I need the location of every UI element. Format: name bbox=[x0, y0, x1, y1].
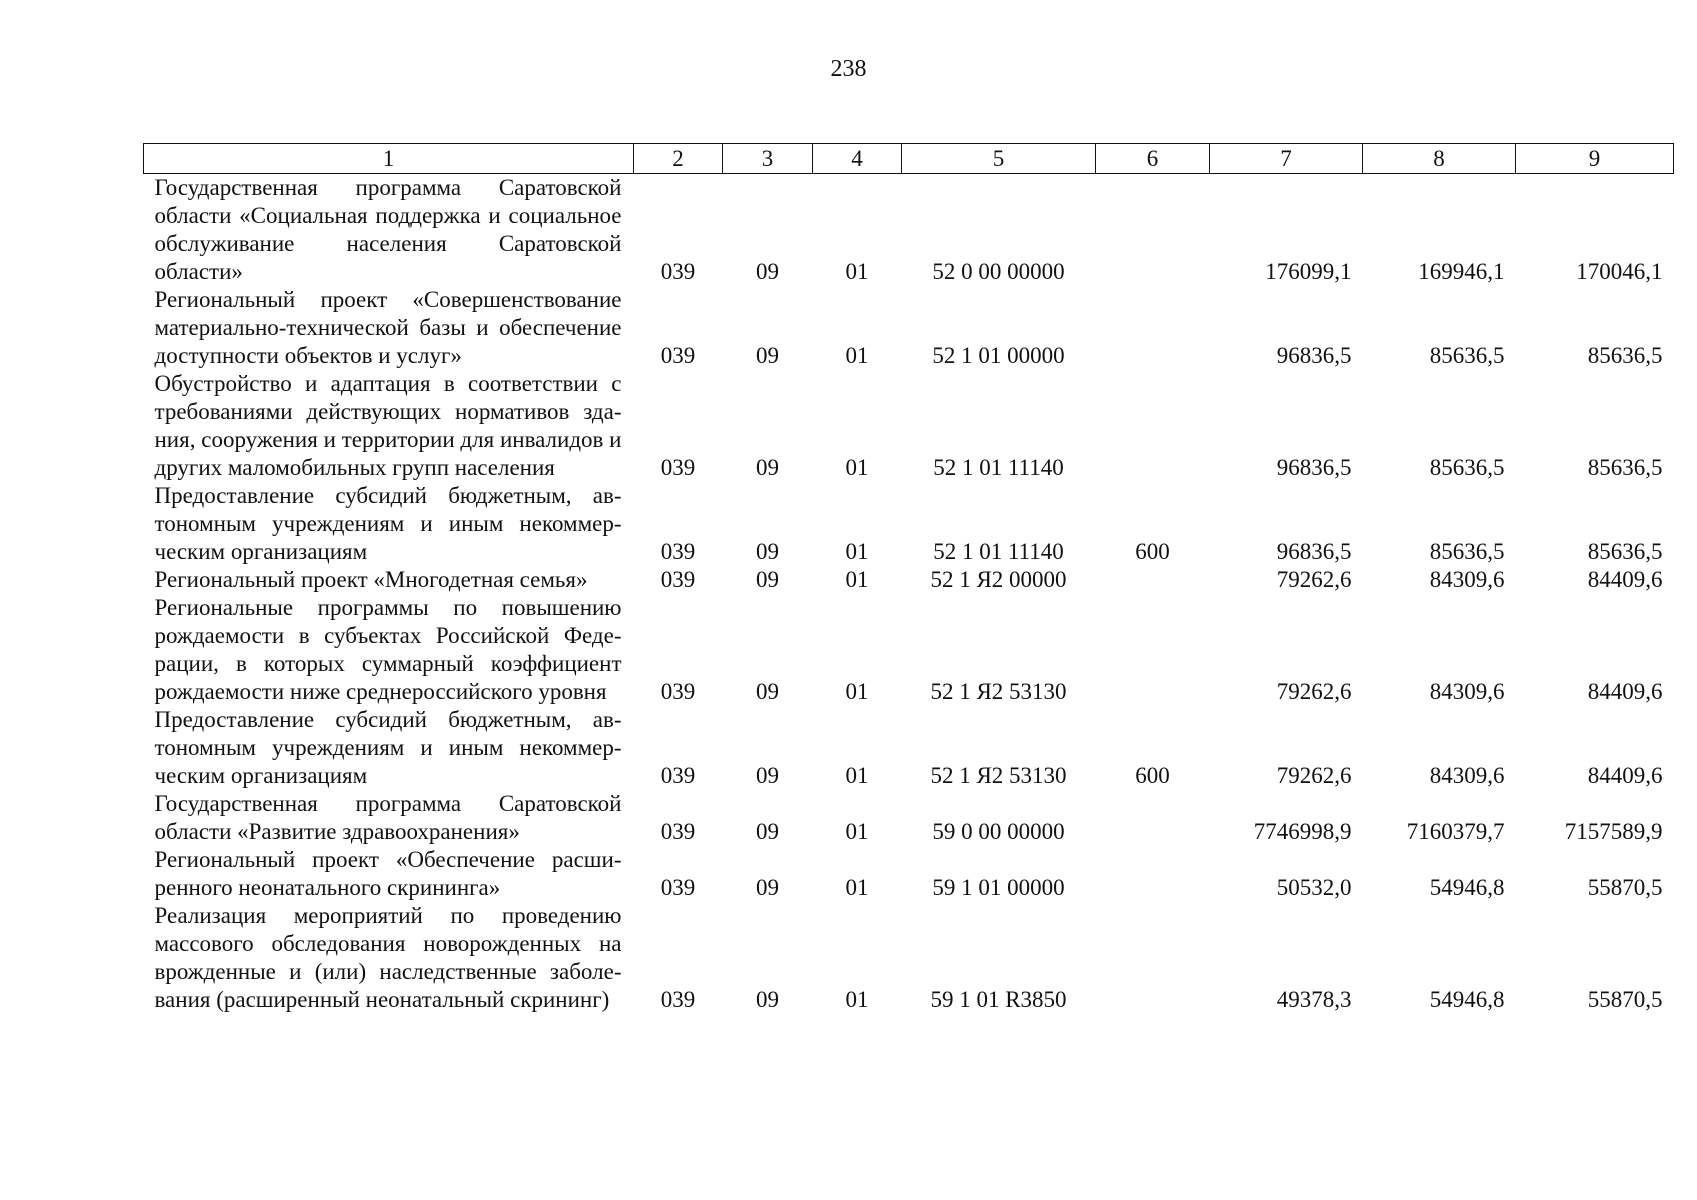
target-article-code: 52 1 01 11140 bbox=[933, 455, 1064, 480]
section-code: 09 bbox=[756, 679, 779, 704]
amount-col-9: 55870,5 bbox=[1587, 987, 1663, 1012]
section-code: 09 bbox=[756, 819, 779, 844]
amount-col-9: 85636,5 bbox=[1587, 539, 1663, 564]
subsection-code: 01 bbox=[845, 679, 869, 704]
amount-col-8: 7160379,7 bbox=[1406, 819, 1505, 844]
column-header-4: 4 bbox=[813, 144, 902, 174]
amount-col-9: 84409,6 bbox=[1587, 679, 1663, 704]
amount-col-8: 54946,8 bbox=[1429, 875, 1505, 900]
table-row bbox=[144, 902, 1674, 1014]
target-article-code: 52 1 Я2 53130 bbox=[930, 763, 1067, 788]
table-row bbox=[144, 846, 1674, 902]
ministry-code: 039 bbox=[660, 567, 696, 592]
amount-col-7: 7746998,9 bbox=[1253, 819, 1352, 844]
subsection-code: 01 bbox=[845, 875, 869, 900]
expense-type-code bbox=[1096, 370, 1210, 482]
budget-table bbox=[143, 143, 1674, 1014]
ministry-code: 039 bbox=[660, 987, 696, 1012]
column-header-8: 8 bbox=[1363, 144, 1516, 174]
row-name: Реализация мероприятий по проведению массового обследования новорожденных на врожденные и (или) наследственные заболевания (расширенный неонатальный скрининг) bbox=[154, 903, 622, 1012]
amount-col-8: 85636,5 bbox=[1429, 539, 1505, 564]
row-name: Предоставление субсидий бюджетным, автономным учреждениям и иным некоммерческим организациям bbox=[154, 707, 622, 788]
row-name: Государственная программа Саратовской области «Развитие здравоохранения» bbox=[154, 791, 622, 844]
column-header-7: 7 bbox=[1210, 144, 1363, 174]
target-article-code: 52 1 01 00000 bbox=[932, 343, 1065, 368]
target-article-code: 59 1 01 R3850 bbox=[930, 987, 1067, 1012]
target-article-code: 59 0 00 00000 bbox=[932, 819, 1065, 844]
column-header-6: 6 bbox=[1096, 144, 1210, 174]
table-row bbox=[144, 174, 1674, 287]
row-name: Обустройство и адаптация в соответствии с требованиями действующих нормативов здания, сооружения и территории для инвалидов и других маломобильных групп населения bbox=[154, 371, 622, 480]
section-code: 09 bbox=[756, 875, 779, 900]
ministry-code: 039 bbox=[660, 875, 696, 900]
section-code: 09 bbox=[756, 567, 779, 592]
amount-col-8: 84309,6 bbox=[1429, 763, 1505, 788]
table-row bbox=[144, 482, 1674, 566]
table-row bbox=[144, 566, 1674, 594]
table-row bbox=[144, 594, 1674, 706]
column-header-2: 2 bbox=[634, 144, 723, 174]
subsection-code: 01 bbox=[845, 259, 869, 284]
target-article-code: 52 0 00 00000 bbox=[932, 259, 1065, 284]
target-article-code: 52 1 01 11140 bbox=[933, 539, 1064, 564]
expense-type-code: 600 bbox=[1135, 539, 1170, 564]
amount-col-7: 79262,6 bbox=[1276, 763, 1352, 788]
column-header-3: 3 bbox=[723, 144, 813, 174]
column-header-5: 5 bbox=[902, 144, 1096, 174]
row-name: Государственная программа Саратовской области «Социальная поддержка и социальное обслуживание населения Саратовской области» bbox=[154, 175, 622, 284]
row-name: Региональные программы по повышению рождаемости в субъектах Российской Федерации, в которых суммарный коэффициент рождаемости ниже среднероссийского уровня bbox=[154, 595, 622, 704]
expense-type-code bbox=[1096, 286, 1210, 370]
expense-type-code: 600 bbox=[1135, 763, 1170, 788]
amount-col-7: 50532,0 bbox=[1276, 875, 1352, 900]
ministry-code: 039 bbox=[660, 763, 696, 788]
amount-col-8: 84309,6 bbox=[1429, 679, 1505, 704]
row-name: Региональный проект «Совершенствование материально-технической базы и обеспечение доступности объектов и услуг» bbox=[154, 287, 622, 368]
ministry-code: 039 bbox=[660, 455, 696, 480]
row-name: Региональный проект «Многодетная семья» bbox=[154, 567, 588, 592]
amount-col-8: 85636,5 bbox=[1429, 343, 1505, 368]
column-header-9: 9 bbox=[1516, 144, 1674, 174]
amount-col-7: 79262,6 bbox=[1276, 679, 1352, 704]
subsection-code: 01 bbox=[845, 455, 869, 480]
amount-col-7: 96836,5 bbox=[1276, 343, 1352, 368]
page-number: 238 bbox=[830, 56, 867, 82]
ministry-code: 039 bbox=[660, 259, 696, 284]
header-row bbox=[144, 144, 1674, 174]
section-code: 09 bbox=[756, 987, 779, 1012]
amount-col-9: 85636,5 bbox=[1587, 343, 1663, 368]
expense-type-code bbox=[1096, 790, 1210, 846]
subsection-code: 01 bbox=[845, 763, 869, 788]
subsection-code: 01 bbox=[845, 539, 869, 564]
amount-col-9: 85636,5 bbox=[1587, 455, 1663, 480]
amount-col-7: 96836,5 bbox=[1276, 455, 1352, 480]
amount-col-8: 54946,8 bbox=[1429, 987, 1505, 1012]
row-name: Предоставление субсидий бюджетным, автономным учреждениям и иным некоммерческим организациям bbox=[154, 483, 622, 564]
amount-col-8: 169946,1 bbox=[1418, 259, 1505, 284]
ministry-code: 039 bbox=[660, 679, 696, 704]
amount-col-7: 79262,6 bbox=[1276, 567, 1352, 592]
subsection-code: 01 bbox=[845, 567, 869, 592]
table-header bbox=[144, 144, 1674, 174]
expense-type-code bbox=[1096, 174, 1210, 287]
section-code: 09 bbox=[756, 539, 779, 564]
section-code: 09 bbox=[756, 343, 779, 368]
table-body bbox=[144, 174, 1674, 1015]
amount-col-7: 176099,1 bbox=[1265, 259, 1352, 284]
amount-col-9: 84409,6 bbox=[1587, 763, 1663, 788]
ministry-code: 039 bbox=[660, 343, 696, 368]
amount-col-7: 96836,5 bbox=[1276, 539, 1352, 564]
amount-col-9: 55870,5 bbox=[1587, 875, 1663, 900]
target-article-code: 52 1 Я2 53130 bbox=[930, 679, 1067, 704]
amount-col-9: 7157589,9 bbox=[1564, 819, 1663, 844]
table-row bbox=[144, 790, 1674, 846]
section-code: 09 bbox=[756, 763, 779, 788]
ministry-code: 039 bbox=[660, 819, 696, 844]
row-name: Региональный проект «Обеспечение расширенного неонатального скрининга» bbox=[154, 847, 622, 900]
target-article-code: 52 1 Я2 00000 bbox=[930, 567, 1067, 592]
target-article-code: 59 1 01 00000 bbox=[932, 875, 1065, 900]
ministry-code: 039 bbox=[660, 539, 696, 564]
amount-col-9: 84409,6 bbox=[1587, 567, 1663, 592]
expense-type-code bbox=[1096, 902, 1210, 1014]
table-row bbox=[144, 370, 1674, 482]
subsection-code: 01 bbox=[845, 987, 869, 1012]
column-header-1: 1 bbox=[144, 144, 634, 174]
amount-col-9: 170046,1 bbox=[1576, 259, 1663, 284]
section-code: 09 bbox=[756, 455, 779, 480]
expense-type-code bbox=[1096, 566, 1210, 594]
section-code: 09 bbox=[756, 259, 779, 284]
subsection-code: 01 bbox=[845, 819, 869, 844]
expense-type-code bbox=[1096, 594, 1210, 706]
table-row bbox=[144, 706, 1674, 790]
subsection-code: 01 bbox=[845, 343, 869, 368]
amount-col-8: 85636,5 bbox=[1429, 455, 1505, 480]
amount-col-7: 49378,3 bbox=[1276, 987, 1352, 1012]
amount-col-8: 84309,6 bbox=[1429, 567, 1505, 592]
table-row bbox=[144, 286, 1674, 370]
expense-type-code bbox=[1096, 846, 1210, 902]
